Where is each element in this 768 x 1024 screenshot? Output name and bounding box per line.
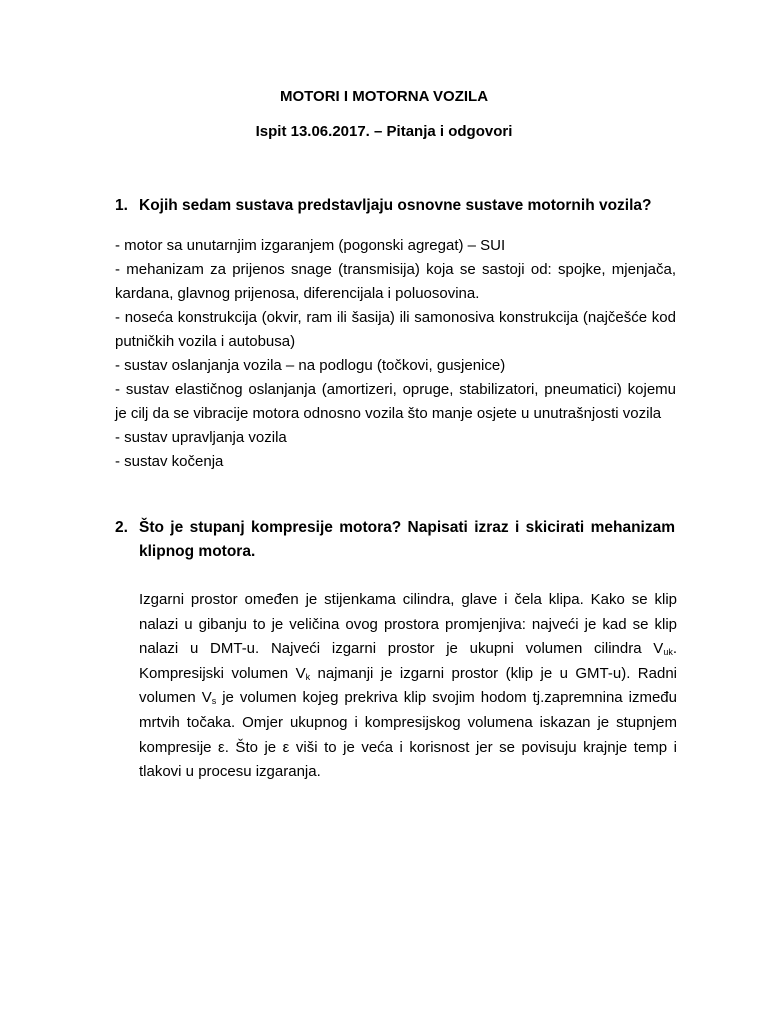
document-subtitle: Ispit 13.06.2017. – Pitanja i odgovori	[255, 123, 513, 140]
subscript: uk	[663, 647, 673, 658]
answer-text: . Kompresijski volumen V	[139, 640, 677, 682]
answer-line: - sustav oslanjanja vozila – na podlogu (točkovi, gusjenice)	[115, 357, 506, 374]
answer-line: - sustav elastičnog oslanjanja (amortizeri, opruge, stabilizatori, pneumatici) kojemu je cilj da se vibracije motora odnosno vozila što manje osjete u unutrašnjosti vozila	[115, 381, 676, 422]
answer-line: - sustav kočenja	[115, 453, 224, 470]
answer-line: - motor sa unutarnjim izgaranjem (pogonski agregat) – SUI	[115, 237, 506, 254]
question-2	[115, 516, 675, 564]
answer-line: - sustav upravljanja vozila	[115, 429, 287, 446]
answer-line: - mehanizam za prijenos snage (transmisija) koja se sastoji od: spojke, mjenjača, kardana, glavnog prijenosa, diferencijala i poluosovina.	[115, 261, 676, 302]
question-number: 2.	[115, 519, 128, 536]
question-text: Što je stupanj kompresije motora? Napisati izraz i skicirati mehanizam klipnog motora.	[139, 519, 675, 560]
subscript: s	[211, 696, 217, 707]
answer-2-paragraph	[139, 588, 677, 785]
answer-text: je volumen kojeg prekriva klip svojim hodom tj.zapremnina između mrtvih točaka. Omjer ukupnog i kompresijskog volumena iskazan je stupnjem kompresije ε. Što je ε viši to je veća i korisnost jer se povisuju krajnje temp i tlakovi u procesu izgaranja.	[139, 689, 677, 781]
subscript: k	[305, 671, 311, 682]
document-title: MOTORI I MOTORNA VOZILA	[279, 88, 489, 105]
answer-1-list	[115, 234, 676, 474]
question-text: Kojih sedam sustava predstavljaju osnovne sustave motornih vozila?	[139, 197, 652, 214]
answer-text: Izgarni prostor omeđen je stijenkama cilindra, glave i čela klipa. Kako se klip nalazi u gibanju to je veličina ovog prostora promjenjiva: najveći je kad se klip nalazi u DMT-u. Najveći izgarni prostor je ukupni volumen cilindra V	[139, 591, 677, 658]
answer-text: najmanji je izgarni prostor (klip je u GMT-u). Radni volumen V	[139, 664, 678, 707]
question-number: 1.	[115, 197, 128, 214]
answer-line: - noseća konstrukcija (okvir, ram ili šasija) ili samonosiva konstrukcija (najčešće kod putničkih vozila i autobusa)	[115, 309, 676, 350]
question-1	[115, 194, 675, 218]
